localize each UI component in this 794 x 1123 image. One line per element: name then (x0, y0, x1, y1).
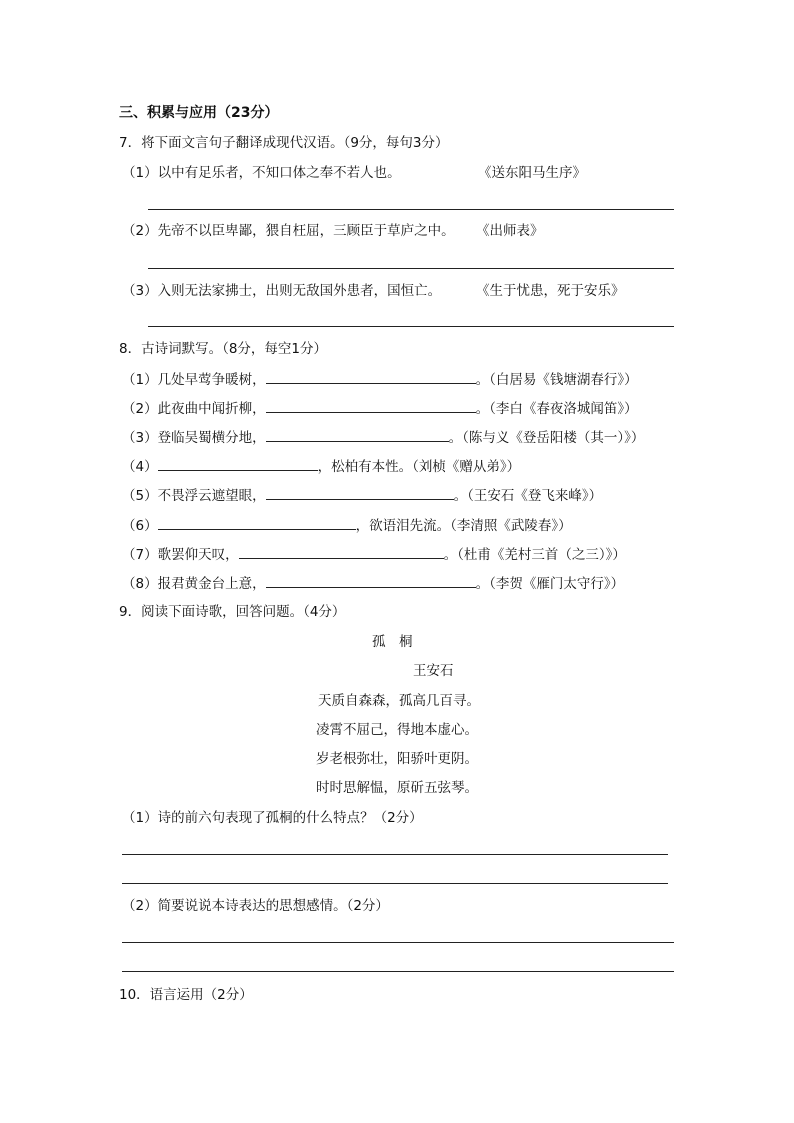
poem-line-2: 凌霄不屈己，得地本虚心。 (316, 722, 478, 738)
q7-item-1 (122, 164, 401, 182)
q8-item-1-before: 几处早莺争暖树， (157, 372, 266, 388)
q7-answer-line-1[interactable] (148, 209, 674, 210)
q8-blank-4[interactable] (158, 456, 318, 471)
q7-item-2 (122, 222, 455, 240)
q8-item-4 (122, 456, 520, 476)
q8-item-4-after: ，松柏有本性。（刘桢《赠从弟》） (317, 459, 521, 475)
q7-item-1-text: 以中有足乐者，不知口体之奉不若人也。 (157, 165, 401, 181)
q8-blank-8[interactable] (266, 573, 476, 588)
section-title: 三、积累与应用（23分） (119, 105, 279, 121)
q8-item-7-after: 。（杜甫《羌村三首（之三）》） (443, 547, 626, 563)
q9-sub2-answer-line-2[interactable] (122, 971, 674, 972)
q9-sub2: （2）简要说说本诗表达的思想感情。（2分） (122, 898, 389, 914)
q8-item-1-after: 。（白居易《钱塘湖春行》） (475, 372, 638, 388)
q8-item-6-num: （6） (122, 518, 158, 534)
poem-line-4: 时时思解愠，原斫五弦琴。 (316, 780, 478, 796)
q7-answer-line-2[interactable] (148, 268, 674, 269)
q8-item-5-num: （5） (122, 488, 158, 504)
q8-item-4-num: （4） (122, 459, 158, 475)
q8-item-5-after: 。（王安石《登飞来峰》） (453, 488, 603, 504)
q8-item-5 (122, 485, 602, 505)
q7-prompt: 7．将下面文言句子翻译成现代汉语。（9分，每句3分） (119, 135, 449, 151)
poem-author: 王安石 (413, 663, 454, 679)
q8-item-1 (122, 369, 638, 389)
q8-blank-7[interactable] (239, 544, 444, 559)
poem-line-1: 天质自森森，孤高几百寻。 (318, 693, 480, 709)
q8-item-1-num: （1） (122, 372, 158, 388)
q8-blank-1[interactable] (266, 369, 476, 384)
q7-item-3-num: （3） (122, 283, 158, 299)
q10-prompt: 10．语言运用（2分） (119, 987, 253, 1003)
q7-item-1-source: 《送东阳马生序》 (478, 165, 586, 181)
q8-item-8 (122, 573, 624, 593)
q8-item-2-before: 此夜曲中闻折柳， (157, 401, 266, 417)
poem-line-3: 岁老根弥壮，阳骄叶更阴。 (316, 751, 478, 767)
q9-sub2-answer-line-1[interactable] (122, 942, 674, 943)
q8-item-2 (122, 398, 638, 418)
q8-item-3-num: （3） (122, 430, 158, 446)
q8-blank-6[interactable] (158, 515, 356, 530)
q8-item-2-after: 。（李白《春夜洛城闻笛》） (475, 401, 638, 417)
q8-item-2-num: （2） (122, 401, 158, 417)
q7-item-2-text: 先帝不以臣卑鄙，猥自枉屈，三顾臣于草庐之中。 (157, 223, 455, 239)
poem-title: 孤 桐 (372, 634, 413, 650)
q8-item-3 (122, 427, 644, 447)
q8-item-7-num: （7） (122, 547, 158, 563)
q7-item-3-source: 《生于忧患，死于安乐》 (476, 283, 625, 299)
q8-item-8-after: 。（李贺《雁门太守行》） (475, 576, 625, 592)
q9-sub1: （1）诗的前六句表现了孤桐的什么特点？（2分） (122, 810, 423, 826)
q7-item-2-source: 《出师表》 (476, 223, 544, 239)
q8-item-8-num: （8） (122, 576, 158, 592)
q8-item-3-before: 登临吴蜀横分地， (157, 430, 266, 446)
q8-item-8-before: 报君黄金台上意， (157, 576, 266, 592)
q8-item-6-after: ，欲语泪先流。（李清照《武陵春》） (355, 518, 572, 534)
q8-item-5-before: 不畏浮云遮望眼， (157, 488, 266, 504)
q9-prompt: 9．阅读下面诗歌，回答问题。（4分） (119, 604, 346, 620)
q7-item-2-num: （2） (122, 223, 158, 239)
q7-answer-line-3[interactable] (148, 326, 674, 327)
q8-blank-5[interactable] (266, 485, 454, 500)
q8-blank-2[interactable] (266, 398, 476, 413)
q8-item-3-after: 。（陈与义《登岳阳楼（其一）》） (448, 430, 645, 446)
q7-item-1-num: （1） (122, 165, 158, 181)
q7-item-3-text: 入则无法家拂士，出则无敌国外患者，国恒亡。 (157, 283, 442, 299)
q9-sub1-answer-line-2[interactable] (122, 883, 668, 884)
q8-prompt: 8．古诗词默写。（8分，每空1分） (119, 341, 328, 357)
q8-blank-3[interactable] (266, 427, 449, 442)
q7-item-3 (122, 282, 441, 300)
q8-item-7 (122, 544, 626, 564)
q8-item-7-before: 歌罢仰天叹， (157, 547, 239, 563)
q8-item-6 (122, 515, 572, 535)
q9-sub1-answer-line-1[interactable] (122, 854, 668, 855)
